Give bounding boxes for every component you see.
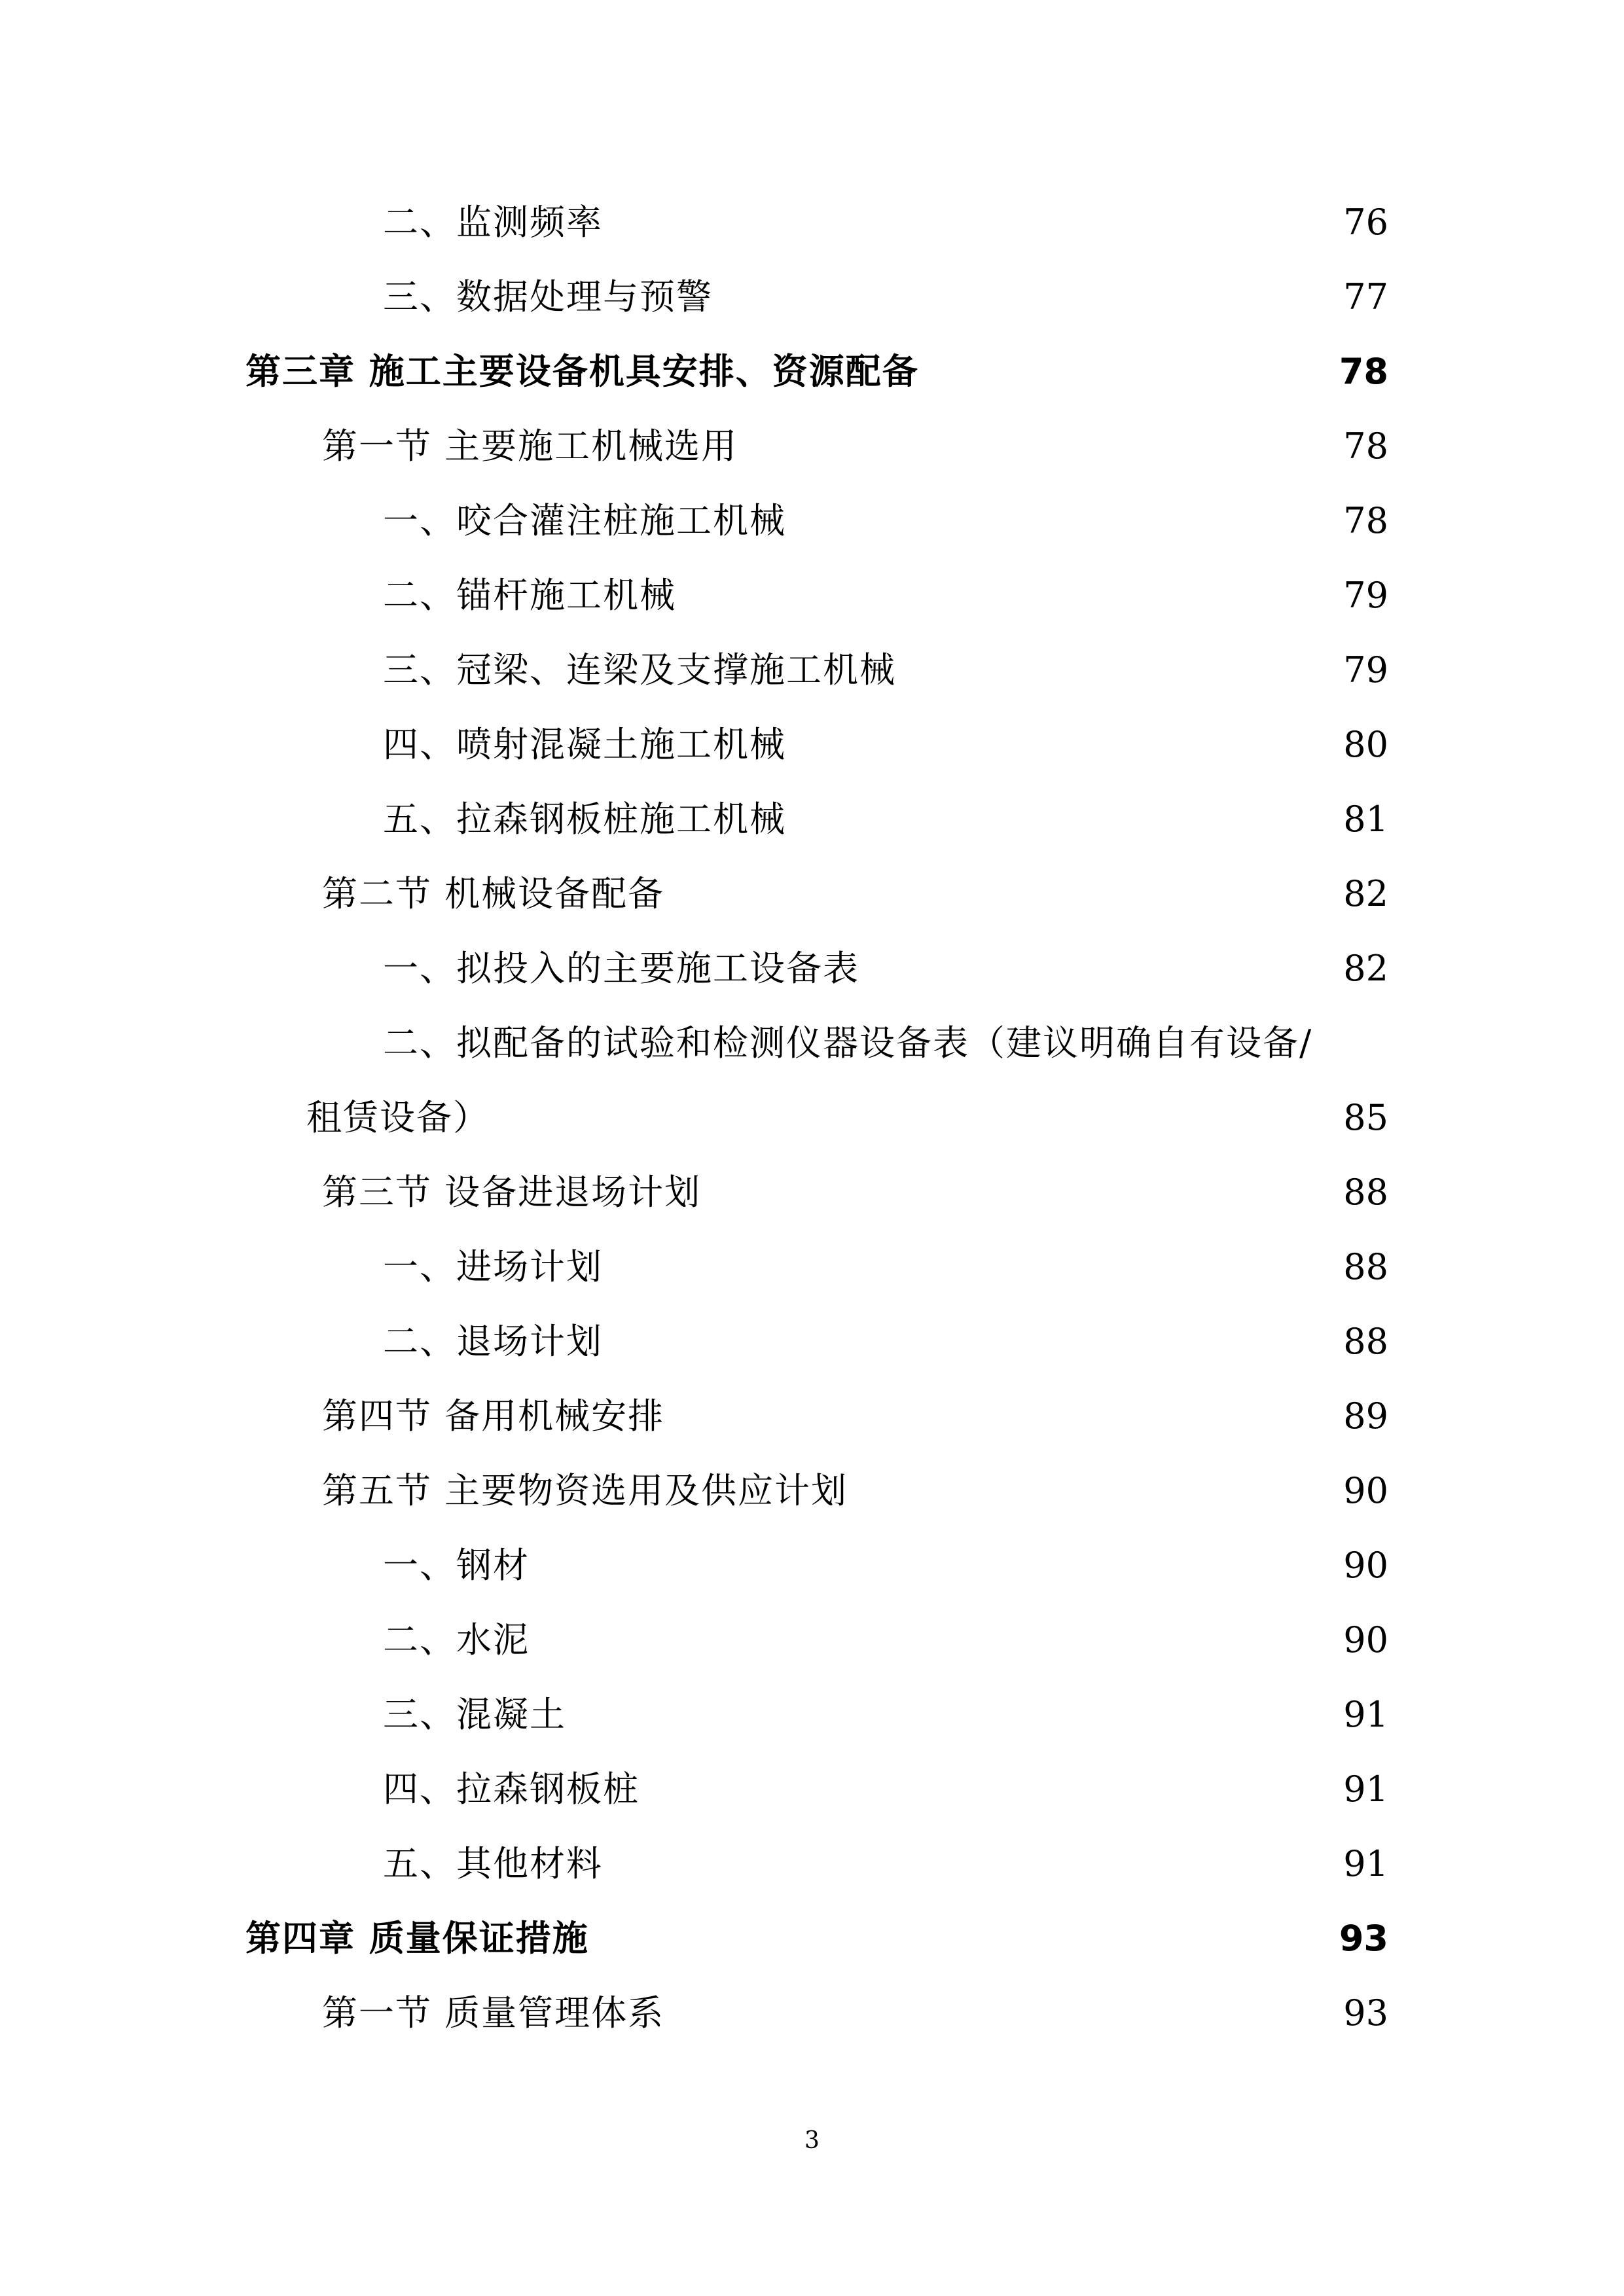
- toc-entry-title: 一、咬合灌注桩施工机械: [383, 500, 786, 541]
- toc-entry-title: 一、钢材: [383, 1545, 530, 1586]
- toc-dot-leader: [541, 1533, 1328, 1598]
- toc-section-entry[interactable]: [0, 1458, 1624, 1524]
- toc-entry[interactable]: [0, 563, 1624, 628]
- toc-dot-leader: [931, 339, 1325, 404]
- toc-dot-leader: [541, 1607, 1328, 1673]
- toc-entry-title: 一、拟投入的主要施工设备表: [383, 948, 859, 989]
- toc-entry-title: 第一节 主要施工机械选用: [322, 425, 738, 467]
- toc-entry-title: 五、其他材料: [383, 1843, 603, 1884]
- toc-entry[interactable]: [0, 637, 1624, 703]
- toc-entry-page: 79: [1343, 649, 1388, 691]
- toc-dot-leader: [798, 712, 1328, 778]
- toc-dot-leader: [501, 1085, 1328, 1151]
- toc-entry-title: 三、冠梁、连梁及支撑施工机械: [383, 649, 896, 691]
- toc-dot-leader: [859, 1458, 1328, 1524]
- toc-entry-page: 81: [1343, 798, 1388, 840]
- toc-dot-leader: [578, 1682, 1328, 1748]
- toc-entry-title: 三、数据处理与预警: [383, 276, 713, 317]
- toc-entry-page: 90: [1343, 1470, 1388, 1511]
- toc-entry-page: 78: [1343, 425, 1388, 467]
- toc-entry[interactable]: [0, 787, 1624, 852]
- toc-entry-page: 88: [1343, 1321, 1388, 1362]
- toc-entry[interactable]: [0, 936, 1624, 1001]
- toc-entry-page: 76: [1343, 202, 1388, 243]
- toc-entry-page: 89: [1343, 1395, 1388, 1437]
- toc-entry-page: 80: [1343, 724, 1388, 765]
- toc-entry-page: 88: [1343, 1246, 1388, 1287]
- toc-entry-page: 78: [1339, 351, 1388, 392]
- toc-entry-page: 82: [1343, 948, 1388, 989]
- toc-entry-wrapped-line-2[interactable]: [0, 1085, 1624, 1151]
- toc-entry-title: 第四章 质量保证措施: [245, 1918, 589, 1959]
- toc-entry-page: 93: [1343, 1992, 1388, 2034]
- toc-entry-page: 88: [1343, 1172, 1388, 1213]
- toc-entry-title: 二、水泥: [383, 1619, 530, 1660]
- toc-chapter-entry[interactable]: [0, 339, 1624, 404]
- toc-entry-title: 四、拉森钢板桩: [383, 1768, 640, 1810]
- toc-entry-title: 四、喷射混凝土施工机械: [383, 724, 786, 765]
- toc-dot-leader: [676, 1981, 1328, 2046]
- toc-entry-title: 第三节 设备进退场计划: [322, 1172, 702, 1213]
- toc-entry-title: 二、监测频率: [383, 202, 603, 243]
- toc-dot-leader: [615, 1234, 1328, 1300]
- toc-entry-title: 第五节 主要物资选用及供应计划: [322, 1470, 848, 1511]
- toc-entry-title: 第二节 机械设备配备: [322, 873, 665, 914]
- toc-entry-title: 五、拉森钢板桩施工机械: [383, 798, 786, 840]
- toc-entry[interactable]: [0, 712, 1624, 778]
- toc-entry[interactable]: [0, 1831, 1624, 1897]
- toc-dot-leader: [676, 861, 1328, 927]
- toc-entry-title: 租赁设备）: [306, 1097, 490, 1138]
- toc-entry-page: 90: [1343, 1545, 1388, 1586]
- toc-entry[interactable]: [0, 488, 1624, 554]
- toc-section-entry[interactable]: [0, 1981, 1624, 2046]
- toc-entry-title: 二、拟配备的试验和检测仪器设备表（建议明确自有设备/: [383, 1022, 1313, 1064]
- toc-entry-page: 77: [1343, 276, 1388, 317]
- toc-entry-title: 第四节 备用机械安排: [322, 1395, 665, 1437]
- toc-dot-leader: [676, 1384, 1328, 1449]
- toc-entry[interactable]: [0, 1234, 1624, 1300]
- toc-dot-leader: [713, 1160, 1328, 1225]
- toc-entry-page: 85: [1343, 1097, 1388, 1138]
- toc-entry[interactable]: [0, 264, 1624, 330]
- toc-entry[interactable]: [0, 1757, 1624, 1822]
- toc-dot-leader: [749, 414, 1328, 479]
- toc-entry-title: 一、进场计划: [383, 1246, 603, 1287]
- toc-dot-leader: [615, 1309, 1328, 1374]
- toc-entry-title: 三、混凝土: [383, 1694, 566, 1735]
- toc-chapter-entry[interactable]: [0, 1906, 1624, 1971]
- toc-dot-leader: [798, 488, 1328, 554]
- toc-entry-page: 91: [1343, 1694, 1388, 1735]
- toc-section-entry[interactable]: [0, 1384, 1624, 1449]
- toc-dot-leader: [725, 264, 1328, 330]
- toc-dot-leader: [651, 1757, 1328, 1822]
- toc-section-entry[interactable]: [0, 414, 1624, 479]
- toc-entry-page: 79: [1343, 575, 1388, 616]
- toc-entry[interactable]: [0, 1533, 1624, 1598]
- toc-entry-page: 78: [1343, 500, 1388, 541]
- toc-dot-leader: [601, 1906, 1325, 1971]
- toc-entry-page: 82: [1343, 873, 1388, 914]
- toc-entry-page: 91: [1343, 1843, 1388, 1884]
- toc-dot-leader: [615, 190, 1328, 255]
- toc-entry-page: 90: [1343, 1619, 1388, 1660]
- toc-entry-title: 二、锚杆施工机械: [383, 575, 676, 616]
- toc-dot-leader: [908, 637, 1328, 703]
- toc-dot-leader: [615, 1831, 1328, 1897]
- toc-entry-title: 第一节 质量管理体系: [322, 1992, 665, 2034]
- toc-entry-title: 二、退场计划: [383, 1321, 603, 1362]
- toc-entry-title: 第三章 施工主要设备机具安排、资源配备: [245, 351, 919, 392]
- toc-entry[interactable]: [0, 190, 1624, 255]
- page-number: 3: [804, 2127, 820, 2154]
- toc-entry[interactable]: [0, 1607, 1624, 1673]
- toc-entry-wrapped-line-1[interactable]: [0, 1011, 1624, 1076]
- toc-dot-leader: [798, 787, 1328, 852]
- toc-section-entry[interactable]: [0, 1160, 1624, 1225]
- toc-entry-page: 91: [1343, 1768, 1388, 1810]
- toc-dot-leader: [871, 936, 1328, 1001]
- toc-entry[interactable]: [0, 1309, 1624, 1374]
- toc-dot-leader: [688, 563, 1328, 628]
- toc-section-entry[interactable]: [0, 861, 1624, 927]
- toc-entry-page: 93: [1339, 1918, 1388, 1959]
- toc-entry[interactable]: [0, 1682, 1624, 1748]
